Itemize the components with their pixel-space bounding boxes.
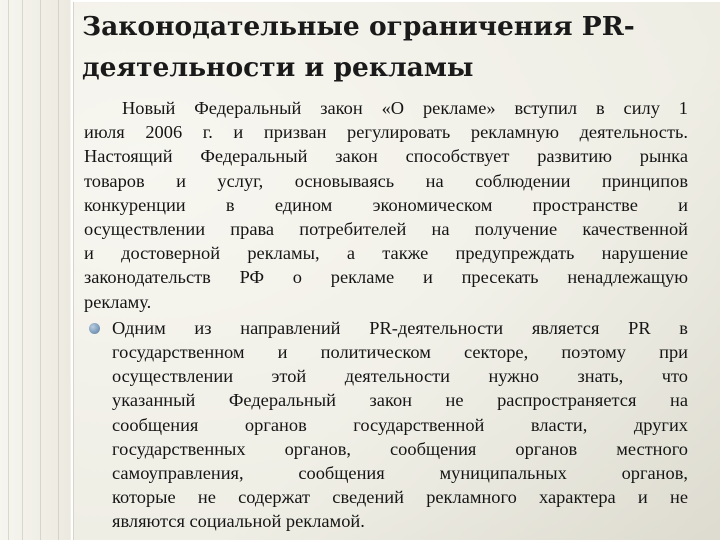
paragraph-line: рекламу. [84, 291, 152, 312]
slide-body [84, 96, 688, 534]
rail-stripe [8, 0, 9, 540]
top-frame-line [72, 0, 720, 2]
bullet-line: государственном и политическом секторе, поэтому при [112, 342, 688, 363]
intro-paragraph [84, 96, 688, 314]
bullet-dot-icon [89, 323, 100, 334]
paragraph-line: товаров и услуг, основываясь на соблюдении принципов [84, 170, 688, 191]
bullet-item [84, 316, 688, 534]
title-line: Законодательные ограничения PR- [82, 11, 635, 42]
title-line: деятельности и рекламы [82, 52, 474, 83]
paragraph-line: осуществлении права потребителей на получение качественной [84, 219, 688, 240]
bullet-line: являются социальной рекламой. [112, 511, 365, 532]
rail-stripe [58, 0, 59, 540]
bullet-line: осуществлении этой деятельности нужно знать, что [112, 366, 688, 387]
rail-divider [71, 0, 73, 540]
paragraph-line: июля 2006 г. и призван регулировать рекламную деятельность. [84, 122, 688, 143]
decorative-rail [0, 0, 70, 540]
bullet-line: Одним из направлений PR-деятельности является PR в [112, 317, 688, 338]
rail-stripe [40, 0, 41, 540]
rail-stripe [22, 0, 23, 540]
bullet-line: сообщения органов государственной власти, других [112, 414, 688, 435]
paragraph-line: Новый Федеральный закон «О рекламе» вступил в силу 1 [122, 98, 688, 118]
bullet-line: указанный Федеральный закон не распространяется на [112, 390, 688, 411]
paragraph-line: Настоящий Федеральный закон способствует развитию рынка [84, 146, 688, 167]
paragraph-line: конкуренции в едином экономическом пространстве и [84, 194, 688, 215]
bullet-line: самоуправления, сообщения муниципальных органов, [112, 463, 688, 484]
slide-title [82, 6, 702, 88]
paragraph-line: законодательств РФ о рекламе и пресекать ненадлежащую [84, 267, 688, 288]
bullet-line: которые не содержат сведений рекламного характера и не [112, 487, 688, 508]
paragraph-line: и достоверной рекламы, а также предупреждать нарушение [84, 243, 688, 264]
bullet-line: государственных органов, сообщения органов местного [112, 438, 688, 459]
